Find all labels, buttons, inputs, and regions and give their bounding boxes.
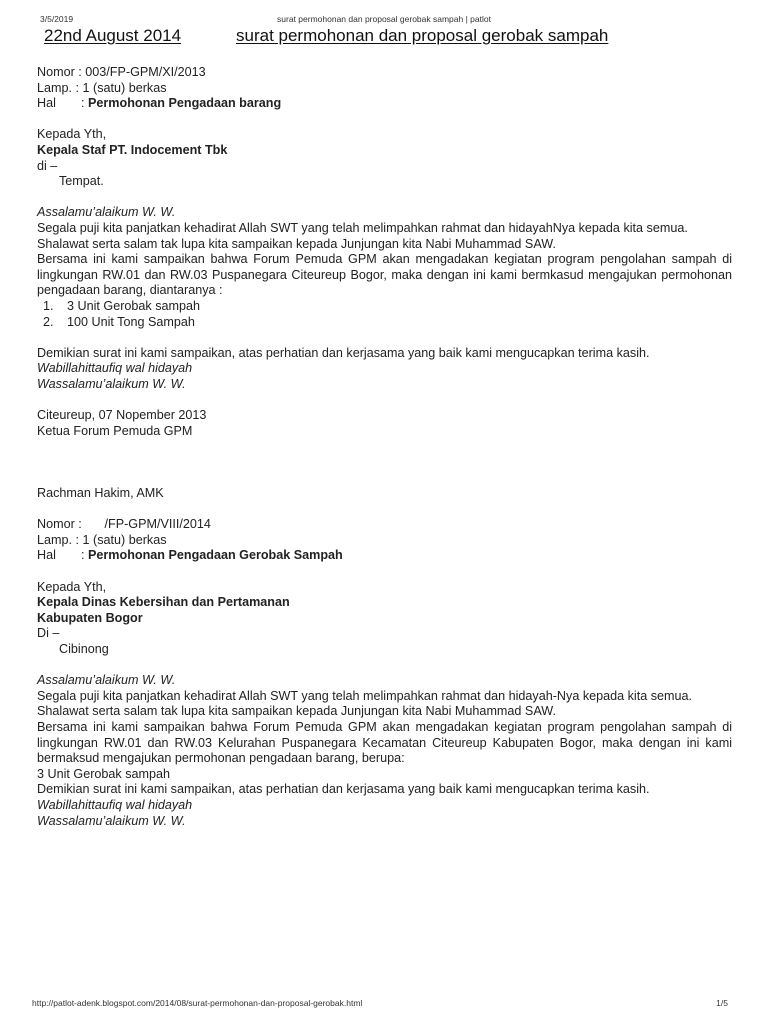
letter1-para1: Segala puji kita panjatkan kehadirat Allah SWT yang telah melimpahkan rahmat dan hidayahNya kepada kita semua. Shalawat serta salam tak lupa kita sampaikan kepada Junjungan kita Nabi Muhammad SAW.	[37, 220, 688, 251]
letter1-hal: Hal : Permohonan Pengadaan barang	[37, 96, 282, 111]
letter2-recipient2: Kabupaten Bogor	[37, 610, 143, 625]
print-page-title: surat permohonan dan proposal gerobak sampah | patlot	[277, 14, 491, 24]
letter1-signer: Rachman Hakim, AMK	[37, 486, 164, 501]
letter1-lamp: Lamp. : 1 (satu) berkas	[37, 80, 167, 95]
letter2-lamp: Lamp. : 1 (satu) berkas	[37, 532, 167, 547]
letter1-header	[37, 65, 732, 112]
letter2-header	[37, 517, 732, 564]
letter1-recipient: Kepala Staf PT. Indocement Tbk	[37, 142, 228, 157]
letter2-nomor-value: /FP-GPM/VIII/2014	[104, 517, 211, 532]
letter2-para2: Bersama ini kami sampaikan bahwa Forum Pemuda GPM akan mengadakan kegiatan program pengolahan sampah di lingkungan RW.01 dan RW.03 Kelurahan Puspanegara Kecamatan Citeureup Kabupaten Bogor, maka dengan ini kami bermaksud mengajukan permohonan pengadaan barang, berupa:	[37, 719, 732, 766]
letter2-para1: Segala puji kita panjatkan kehadirat Allah SWT yang telah melimpahkan rahmat dan hidayah-Nya kepada kita semua. Shalawat serta salam tak lupa kita sampaikan kepada Junjungan kita Nabi Muhammad SAW.	[37, 688, 693, 719]
print-date: 3/5/2019	[40, 14, 74, 24]
letter1-para2: Bersama ini kami sampaikan bahwa Forum Pemuda GPM akan mengadakan kegiatan program pengolahan sampah di lingkungan RW.01 dan RW.03 Puspanegara Citeureup Bogor, maka dengan ini kami bermkasud mengajukan permohonan pengadaan barang, diantaranya :	[37, 252, 732, 298]
letter1-closing: Demikian surat ini kami sampaikan, atas perhatian dan kerjasama yang baik kami mengucapkan terima kasih.	[37, 345, 650, 360]
letter1-salam: Assalamu’alaikum W. W.	[37, 205, 176, 220]
letter1-tempat: Tempat.	[59, 174, 104, 189]
letter2-wabillah: Wabillahittaufiq wal hidayah	[37, 797, 193, 812]
letter2-sign-off	[37, 798, 732, 829]
post-body	[37, 65, 732, 829]
letter1-item-list	[37, 299, 732, 330]
letter1-recipient-block	[37, 127, 732, 189]
letter2-nomor-label: Nomor :	[37, 517, 82, 532]
print-header	[40, 14, 728, 26]
letter2-nomor	[37, 517, 732, 533]
letter2-recipient-block	[37, 580, 732, 658]
letter2-kepada: Kepada Yth,	[37, 579, 107, 594]
letter1-nomor: Nomor : 003/FP-GPM/XI/2013	[37, 65, 206, 79]
post-title-link[interactable]: surat permohonan dan proposal gerobak sampah	[236, 26, 609, 45]
post-date-link[interactable]: 22nd August 2014	[44, 26, 182, 45]
letter1-hal-value: Permohonan Pengadaan barang	[88, 96, 282, 111]
letter2-hal: Hal : Permohonan Pengadaan Gerobak Sampah	[37, 548, 343, 563]
letter1-di: di –	[37, 158, 58, 173]
post-header	[44, 26, 728, 50]
letter2-hal-label: Hal	[37, 548, 56, 563]
letter1-sender	[37, 408, 732, 439]
letter1-hal-label: Hal	[37, 96, 56, 111]
letter2-tempat: Cibinong	[59, 641, 109, 656]
letter2-item: 3 Unit Gerobak sampah	[37, 766, 171, 781]
letter2-hal-value: Permohonan Pengadaan Gerobak Sampah	[88, 548, 343, 563]
letter2-wassalam: Wassalamu’alaikum W. W.	[37, 813, 186, 828]
letter1-wabillah: Wabillahittaufiq wal hidayah	[37, 361, 193, 376]
print-footer	[32, 998, 728, 1010]
signature-space	[37, 439, 732, 486]
list-item: 1. 3 Unit Gerobak sampah	[57, 299, 732, 315]
letter2-recipient1: Kepala Dinas Kebersihan dan Pertamanan	[37, 595, 290, 610]
blank-line	[37, 502, 732, 518]
letter2-salam: Assalamu’alaikum W. W.	[37, 673, 176, 688]
letter1-place-date: Citeureup, 07 Nopember 2013	[37, 408, 207, 423]
page-number: 1/5	[716, 998, 728, 1008]
letter1-kepada: Kepada Yth,	[37, 127, 107, 142]
letter1-sign-off	[37, 361, 732, 392]
letter1-wassalam: Wassalamu’alaikum W. W.	[37, 376, 186, 391]
letter1-sender-title: Ketua Forum Pemuda GPM	[37, 423, 193, 438]
letter2-closing: Demikian surat ini kami sampaikan, atas perhatian dan kerjasama yang baik kami mengucapkan terima kasih.	[37, 782, 650, 797]
list-item: 2. 100 Unit Tong Sampah	[57, 315, 732, 331]
letter2-di: Di –	[37, 626, 60, 641]
print-url: http://patlot-adenk.blogspot.com/2014/08/surat-permohonan-dan-proposal-gerobak.html	[32, 998, 363, 1008]
